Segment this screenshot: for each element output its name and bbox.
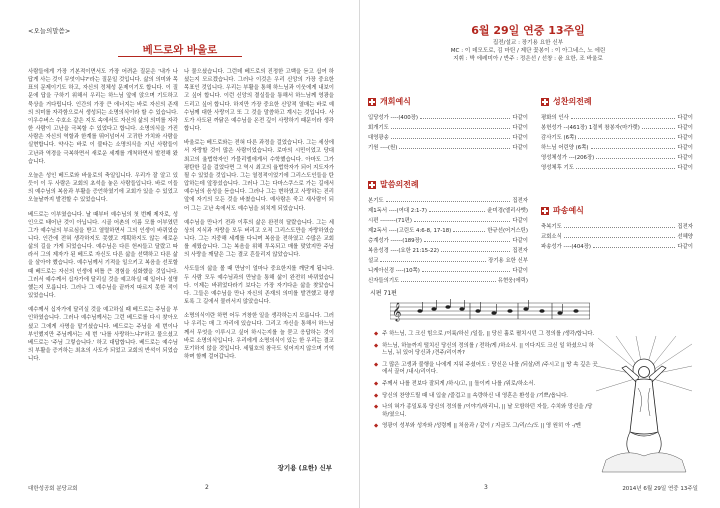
dotted-leader bbox=[593, 247, 675, 248]
sermon-paragraph: 사도들의 삶을 볼 때 만남이 얼마나 중요한지를 깨닫게 됩니다. 두 사람 모두 예수님과의 만남을 통해 삶이 완전히 바뀌었습니다. 이제는 바뀌었다라기 보다는 가장 자기다운 삶을 찾았습니다. 그들은 예수님을 만나 자신의 존재의 의미를 발견했고 평생토록 그 길에서 물러서지 않았습니다. bbox=[184, 266, 334, 306]
dotted-leader bbox=[591, 148, 676, 149]
dotted-leader bbox=[386, 201, 511, 202]
order-item-minister: 집전자 bbox=[512, 248, 528, 254]
credit-line: MC : 이 데모도로, 김 마틴 / 제단 꽃봉이 : 이 아그네스, 노 에린 bbox=[450, 48, 606, 54]
order-item-minister: 다같이 bbox=[677, 155, 693, 161]
dotted-leader bbox=[414, 221, 510, 222]
dotted-leader bbox=[576, 168, 675, 169]
liturgy-of-word-block bbox=[368, 179, 528, 284]
sermon-paragraph: 오늘은 성인 베드로와 바울로의 축일입니다. 우리가 잘 알고 있듯이 이 두 사람은 교회의 초석을 놓은 사람들입니다. 바로 이들의 예수님의 복음과 부활을 증언하였기에 교회가 있을 수 있었고 오늘날까지 발전할 수 있었습니다. bbox=[28, 172, 178, 204]
order-item-minister: 다같이 bbox=[512, 268, 528, 274]
order-item-minister: 다같이 bbox=[677, 115, 693, 121]
eucharist-heading bbox=[541, 96, 693, 107]
dotted-leader bbox=[401, 281, 496, 282]
dotted-leader bbox=[391, 138, 511, 139]
page-number: 2 bbox=[205, 484, 209, 491]
dotted-leader bbox=[429, 211, 485, 212]
order-row bbox=[368, 214, 528, 224]
order-item-label: 신자들의기도 bbox=[368, 278, 400, 284]
diamond-bullet-icon: ◆ bbox=[374, 380, 379, 387]
sermon-title: 베드로와 바울로 bbox=[142, 44, 218, 56]
mass-title: 6월 29일 연중 13주일 bbox=[471, 24, 585, 37]
diamond-bullet-icon: ◆ bbox=[374, 392, 379, 399]
opening-rites-heading bbox=[368, 96, 528, 107]
sermon-paragraph: 베드로는 이부였습니다. 날 때부터 예수님의 첫 번째 제자로, 성인으로 태어난 것이 아닙니다. 시골 어촌의 이름 모를 어부였던 그가 예수님의 부르심을 받고 열렬하면서 그의 인생이 바뀌었습니다. 인간에 전혀 생각하지도 못했고 계획하지도 않는 새로운 삶의 길을 가게 되었습니다. 예수님은 다른 헌씨들고 달랐고 따라서 그의 제자가 된 베드로 자신도 다른 삶을 선택하고 다른 삶을 살아야 했습니다. 예수님께서 기적을 일으키고 복음을 선포할 때 베드로는 자신의 인생에 비틀 큰 경험을 심화했을 것입니다. 그러서 예수께서 십자가에 달리실 것을 예고하실 때 일어나 설명했는지 모릅니다. 그러나 그 예수님을 끝까지 따르지 못한 적이 있었습니다. bbox=[28, 211, 178, 300]
heading-label: 말씀의전례 bbox=[380, 180, 419, 189]
diamond-bullet-icon: ◆ bbox=[374, 404, 379, 411]
church-name-footer: 대한성공회 분당교회 bbox=[28, 486, 78, 492]
order-item-label: 설교 bbox=[368, 258, 379, 264]
order-item-label: 감사기도 (6쪽) bbox=[541, 135, 577, 141]
psalm-verse bbox=[374, 362, 599, 377]
order-row bbox=[541, 141, 693, 151]
date-footer: 2014년 6월 29일 연중 13주일 bbox=[622, 486, 698, 492]
dotted-leader bbox=[564, 227, 676, 228]
order-item-label: 본기도 bbox=[368, 198, 384, 204]
cross-icon bbox=[541, 98, 549, 106]
dotted-leader bbox=[642, 128, 676, 129]
sermon-paragraph: 소명의식이란 하면 어두 거창한 일을 생각하는지 모릅니다. 그러나 우리는 매 그 자리에 있습니다. 그리고 자신을 통해서 하느님께서 무엇을 이루시고 싶어 하시는지를 늘 묻고 응답하는 것이 바로 소명의식입니다. 우리에게 소명의식이 있는 한 우리는 결코 포기하지 않을 것입니다. 세월호의 참극도 잊어지지 않으며 기억하며 함께 걸어갑니다. bbox=[184, 313, 334, 360]
order-item-label: 시편 --------(71편) bbox=[368, 218, 412, 224]
order-item-minister: 다같이 bbox=[677, 165, 693, 171]
order-item-label: 파송성가 ----(404장) bbox=[541, 244, 592, 250]
psalm-verse-text: 당신의 찬양드릴 때 내 입술 /즐겁고 || 속량하신 내 영혼은 환성을 /기쁘/옵니다. bbox=[382, 392, 569, 399]
risen-christ-icon bbox=[596, 336, 692, 474]
order-item-minister: 유현웅(에릭) bbox=[497, 278, 528, 284]
dotted-leader bbox=[422, 271, 511, 272]
diamond-bullet-icon: ◆ bbox=[374, 342, 379, 349]
sermon-paragraph: 사람들에게 가장 기본적이면서도 가장 어려운 질문은 '내가 나 답게 사는 것이 무엇이냐?'라는 질문일 것입니다. 삶의 의미와 목표의 문제이기도 하고, 자신의 정체성 문제이기도 합니다. 이 질문에 답을 구하기 위해서 우리는 하느님 앞에 앉으며 기도하고 묵상을 거다립니다. 인간의 가장 큰 에너지는 바로 자신의 존재의 의미를 자각함으로서 생성되는 소명의식이라 할 수 있습니다. 이우수버스 수호소 같은 지도 속에서도 자신의 삶의 의미를 자각한 사람이 고난을 극복할 수 있었다고 합니다. 소명의식을 가진 사람은 자신의 역할과 한계를 뛰어넘어서 고귀한 가치와 사람을 실현합니다. 약사는 바로 이 불타는 소명의식을 지닌 사람들이 고난과 역경을 극복하면서 새로운 세계를 개척하면서 발전해 왔습니다. bbox=[28, 69, 178, 165]
order-row bbox=[368, 234, 528, 244]
order-item-minister: 다같이 bbox=[677, 145, 693, 151]
order-item-label: 입당성가 ----(400장) bbox=[368, 115, 419, 121]
psalm-verse-text: 주 하느님, 그 크신 힘으로 /이륙/하신 /일들, || 당신 흘로 펼치시던 그 정의를 /생각/합니다. bbox=[382, 331, 595, 337]
order-row bbox=[368, 264, 528, 274]
order-item-label: 영성체후 기도 bbox=[541, 165, 574, 171]
psalm-label: 시편 71편 bbox=[370, 290, 397, 297]
order-item-label: 하느님 어린양 (6쪽) bbox=[541, 145, 589, 151]
order-row bbox=[368, 194, 528, 204]
cross-icon bbox=[368, 181, 376, 189]
title-underline bbox=[118, 56, 242, 57]
section-tag: <오늘의말씀> bbox=[28, 27, 71, 35]
order-item-label: 기원 ----(원) bbox=[368, 145, 398, 151]
order-row bbox=[541, 161, 693, 171]
order-item-minister: 다같이 bbox=[512, 115, 528, 121]
dotted-leader bbox=[578, 138, 675, 139]
order-row bbox=[541, 220, 693, 230]
sermon-paragraph: 예수님을 만나기 전과 이후의 삶은 완전히 달랐습니다. 그는 세상의 지식과 자랑을 모두 버리고 오직 그리스도만을 자랑하였습니다. 그는 지중해 세계를 다니며 복음을 전하였고 수많은 교회를 세웠습니다. 그는 복음을 위해 투옥되고 매를 맞았지만 주님의 사랑을 깨달은 그는 결코 흔들리지 않았습니다. bbox=[184, 219, 334, 259]
order-rows bbox=[368, 194, 528, 284]
order-item-minister: 다같이 bbox=[512, 238, 528, 244]
order-row bbox=[368, 141, 528, 151]
order-row bbox=[541, 111, 693, 121]
order-item-label: 봉헌성가 --(461장) 1절씩 참봉자(마가렛) bbox=[541, 125, 640, 131]
order-row bbox=[541, 131, 693, 141]
order-item-minister: 다같이 bbox=[512, 145, 528, 151]
dotted-leader bbox=[441, 251, 510, 252]
psalm-text bbox=[374, 331, 599, 435]
eucharist-block bbox=[541, 96, 693, 171]
order-item-minister: 한규선(어거스틴) bbox=[487, 228, 528, 234]
order-row bbox=[541, 240, 693, 250]
order-row bbox=[368, 274, 528, 284]
order-item-minister: 다같이 bbox=[512, 135, 528, 141]
risen-christ-illustration bbox=[596, 336, 692, 474]
psalm-verse-text: 하느님, 하늘까지 떨치신 당신의 정의를 / 전하/게 /하소서. || 이다지도 크신 일 하셨으니 하느님, 뉘 있어 당신과 /견주/리이까? bbox=[382, 342, 594, 357]
sermon-column-right bbox=[184, 68, 334, 367]
order-item-label: 영성체성가 ---(206장) bbox=[541, 155, 595, 161]
order-rows bbox=[541, 220, 693, 250]
order-item-label: 회개기도 bbox=[368, 125, 389, 131]
cross-icon bbox=[368, 98, 376, 106]
order-row bbox=[368, 131, 528, 141]
svg-text:𝄞: 𝄞 bbox=[392, 302, 402, 321]
order-row bbox=[368, 111, 528, 121]
sermon-paragraph: 예수께서 십자가에 달리실 것을 예고하실 때 베드로는 주님을 부인하였습니다. 그러나 예수님께서는 그런 베드로를 다시 찾아오셨고 그에게 사명을 맡기셨습니다. 베드로는 주님을 세 번이나 부인했지만 주님께서는 세 번 '나를 사랑하느냐?'하고 물으셨고 베드로는 '주님 그렇습니다.' 하고 대답합니다. 베드로는 예수님의 부활을 증거하는 최초의 사도가 되었고 교회의 반석이 되었습니다. bbox=[28, 307, 178, 363]
dotted-leader bbox=[571, 118, 676, 119]
diamond-bullet-icon: ◆ bbox=[374, 331, 379, 337]
hymn-staff bbox=[390, 298, 590, 324]
order-item-minister: 장기용 요한 신부 bbox=[488, 258, 528, 264]
dismissal-block bbox=[541, 205, 693, 250]
page-number: 3 bbox=[484, 484, 488, 491]
order-row bbox=[368, 254, 528, 264]
dotted-leader bbox=[564, 237, 676, 238]
order-rows bbox=[541, 111, 693, 171]
order-item-minister: 다같이 bbox=[512, 218, 528, 224]
order-item-minister: 선혜양 bbox=[677, 234, 693, 240]
credit-line: 집전/설교 : 장기용 요한 신부 bbox=[492, 40, 564, 46]
dotted-leader bbox=[424, 241, 510, 242]
cross-icon bbox=[541, 207, 549, 215]
psalm-verse-text: 영광이 성부와 성자와 /성령께 || 처음과 / 같이 / 지금도 그/리/스/도 || 영 원히 아 -/멘 bbox=[382, 423, 581, 430]
order-item-label: 층계성가 ------(189장) bbox=[368, 238, 422, 244]
heading-label: 성찬의전례 bbox=[553, 97, 592, 106]
order-item-label: 복음성경 ----(요한 21:15-22) bbox=[368, 248, 439, 254]
sermon-paragraph: 바울로는 베드로와는 전혀 다른 과정을 걸었습니다. 그는 세상에서 자랑할 것이 많은 사람이었습니다. 로마의 시민이었고 당대 최고의 율법학자인 가믈리엘에게서 수학했습니다. 아마도 그가 평탄한 길을 걸었다면 그 역시 최고의 율법학자가 되어 지도자가 될 수 있었을 것입니다. 그는 열정적이었기에 그리스도인들을 탄압하는데 앞장섰습니다. 그러나 그는 다마스쿠스로 가는 길에서 예수님의 음성을 듣습니다. 그러나 그는 변하였고 사랑하는 진리 앞에 자기의 모든 것을 바쳤습니다. 예사람은 죽고 새사람이 되어 그는 고난 속에서도 예수님을 외치게 되었습니다. bbox=[184, 140, 334, 212]
psalm-verse bbox=[374, 423, 599, 431]
dotted-leader bbox=[420, 118, 510, 119]
psalm-verse bbox=[374, 343, 599, 358]
dotted-leader bbox=[399, 148, 510, 149]
diamond-bullet-icon: ◆ bbox=[374, 423, 379, 430]
order-row bbox=[368, 204, 528, 214]
order-row bbox=[368, 244, 528, 254]
heading-label: 개회예식 bbox=[380, 97, 411, 106]
sermon-paragraph: 나 물으셨습니다. 그런데 베드로의 진정한 고백을 듣고 십여 하셨는지 모르겠습니다. 그러나 이것은 우리 신앙의 가장 중요한 목표인 것입니다. 우리는 부활을 통해 하느님과 이웃에게 내보이고 싶어 합니다. 이런 신앙의 결실들을 통해서 하느님께 영광을 드리고 싶어 합니다. 하지만 가장 중요한 신앙적 열매는 바로 예수님께 대한 사랑이고 또 그 것을 말씀하고 계시는 것입니다. 사도가 사도된 까닭은 예수님을 온전 깊이 사랑하기 때문이라 생각합니다. bbox=[184, 69, 334, 133]
order-item-minister: 다같이 bbox=[677, 135, 693, 141]
order-item-label: 교회소식 bbox=[541, 234, 562, 240]
order-rows bbox=[368, 111, 528, 151]
order-row bbox=[541, 151, 693, 161]
order-item-minister: 다같이 bbox=[677, 244, 693, 250]
dotted-leader bbox=[596, 158, 675, 159]
order-item-label: 제1독서 ----(여대 2:1-7) bbox=[368, 208, 427, 214]
psalm-verse-text: 나의 혀가 종일토록 당신의 정의를 /이야기/하리니, || 날 모함하던 자들, 수치와 망신을 /당하/였으니. bbox=[382, 404, 593, 418]
psalm-verse-text: 그 많은 고생과 불행을 나에게 지워 주셨어도 : 당신은 나를 /되살/려 /주시고 || 땅 속 깊은 곳에서 끌어 /내시/리이다. bbox=[382, 361, 598, 376]
order-item-label: 대영광송 bbox=[368, 135, 389, 141]
order-item-minister: 집전자 bbox=[677, 224, 693, 230]
order-item-minister: 윤미경(엘리사벳) bbox=[487, 208, 528, 214]
right-page bbox=[360, 0, 720, 508]
mass-credits bbox=[360, 39, 696, 63]
psalm-verse-text: 주께서 나를 전보다 잘되게 /하시/고, || 돌이켜 나를 /위로/하소서. bbox=[382, 380, 536, 387]
credit-line: 지휘 : 박 에레미아 / 반주 : 정은선 / 선창 : 윤 요한, 조 바울로 bbox=[453, 56, 603, 62]
psalm-verse bbox=[374, 381, 599, 389]
heading-label: 파송예식 bbox=[553, 206, 584, 215]
music-staff-icon bbox=[390, 298, 590, 324]
dismissal-heading bbox=[541, 205, 693, 216]
diamond-bullet-icon: ◆ bbox=[374, 361, 379, 368]
psalm-verse bbox=[374, 331, 599, 339]
opening-rites-block bbox=[368, 96, 528, 151]
order-item-minister: 다같이 bbox=[677, 125, 693, 131]
dotted-leader bbox=[453, 231, 485, 232]
order-item-label: 축복기도 bbox=[541, 224, 562, 230]
order-row bbox=[368, 224, 528, 234]
dotted-leader bbox=[380, 261, 486, 262]
order-item-minister: 집전자 bbox=[512, 198, 528, 204]
order-item-label: 제2독서 ----(고린도 4:6-8, 17-18) bbox=[368, 228, 452, 234]
liturgy-of-word-heading bbox=[368, 179, 528, 190]
order-item-label: 니케아신경 ----(10쪽) bbox=[368, 268, 420, 274]
psalm-verse bbox=[374, 404, 599, 419]
preacher-signature: 장기용 (요한) 신부 bbox=[277, 464, 332, 472]
order-row bbox=[368, 121, 528, 131]
psalm-verse bbox=[374, 393, 599, 401]
sermon-column-left bbox=[28, 68, 178, 369]
order-row bbox=[541, 121, 693, 131]
dotted-leader bbox=[391, 128, 511, 129]
order-row bbox=[541, 230, 693, 240]
order-item-label: 평화의 인사 bbox=[541, 115, 569, 121]
order-item-minister: 다같이 bbox=[512, 125, 528, 131]
